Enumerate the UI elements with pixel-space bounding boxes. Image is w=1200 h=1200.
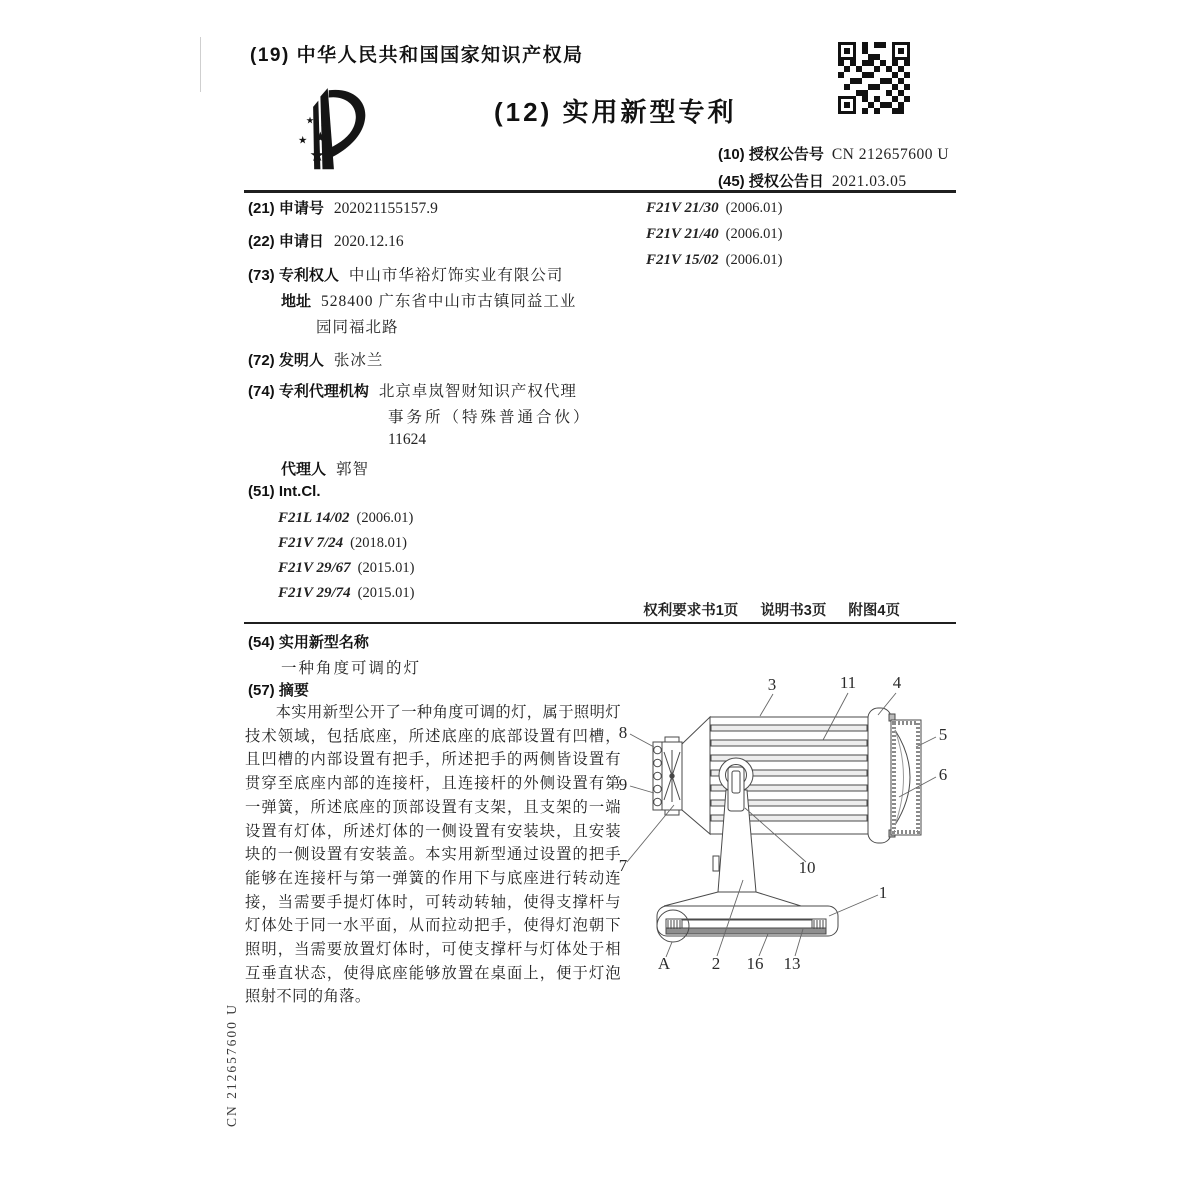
lamp-drawing	[653, 708, 921, 942]
ipc-version: (2006.01)	[725, 200, 783, 216]
callout-7: 7	[618, 856, 628, 875]
intcl-right-item	[646, 225, 782, 243]
app-date-label: (22) 申请日	[248, 233, 324, 250]
svg-text:★: ★	[298, 135, 308, 147]
ipc-version: (2018.01)	[350, 535, 407, 551]
svg-text:★: ★	[309, 144, 326, 165]
drawings-pages: 附图4页	[848, 603, 900, 619]
ipc-version: (2006.01)	[725, 252, 783, 268]
title-label: (54) 实用新型名称	[248, 634, 369, 651]
ipc-version: (2015.01)	[357, 585, 415, 601]
qr-modules	[838, 42, 910, 114]
ipc-version: (2015.01)	[357, 560, 415, 576]
patent-title: 一种角度可调的灯	[281, 660, 422, 677]
header-divider	[244, 190, 956, 193]
address-line1: 528400 广东省中山市古镇同益工业	[321, 293, 577, 310]
callout-A: A	[657, 954, 671, 973]
application-date-row	[248, 230, 404, 251]
patentee-row	[248, 263, 563, 285]
callout-13: 13	[783, 954, 801, 973]
publication-number-row	[718, 143, 949, 164]
description-pages: 说明书3页	[760, 603, 827, 619]
intcl-right-item	[646, 251, 782, 269]
agency-line3: 11624	[388, 431, 427, 448]
agency-label: (74) 专利代理机构	[248, 383, 369, 400]
inventor-row	[248, 348, 383, 370]
callout-4: 4	[892, 673, 902, 692]
agency-line1: 北京卓岚智财知识产权代理	[378, 383, 577, 400]
intcl-left-item	[278, 559, 414, 577]
callout-9: 9	[618, 775, 628, 794]
callout-2: 2	[711, 954, 721, 973]
address-line2: 园同福北路	[316, 319, 399, 336]
intcl-label: (51) Int.Cl.	[248, 483, 321, 500]
callout-8: 8	[618, 723, 628, 742]
scan-edge-artifact	[200, 37, 201, 92]
ipc-code: F21V 15/02	[646, 252, 719, 268]
app-no-value: 202021155157.9	[333, 200, 438, 217]
app-no-label: (21) 申请号	[248, 200, 324, 217]
sidebar-publication-code: CN 212657600 U	[224, 1002, 239, 1127]
ipc-code: F21V 7/24	[278, 535, 344, 551]
ipc-code: F21V 29/74	[278, 585, 351, 601]
address-label: 地址	[281, 293, 312, 310]
svg-text:★: ★	[320, 122, 329, 133]
agency-line2: 事务所（特殊普通合伙）	[388, 409, 592, 426]
callout-10: 10	[798, 858, 816, 877]
callout-1: 1	[878, 883, 888, 902]
patentee-label: (73) 专利权人	[248, 267, 339, 284]
callout-3: 3	[767, 675, 777, 694]
ipc-code: F21V 29/67	[278, 560, 351, 576]
pub-no-label: (10) 授权公告号	[718, 146, 824, 163]
abstract-label: (57) 摘要	[248, 682, 309, 699]
doc-type-title: (12) 实用新型专利	[494, 97, 737, 127]
intcl-right-item	[646, 199, 782, 217]
ipc-version: (2006.01)	[725, 226, 783, 242]
office-name: (19) 中华人民共和国国家知识产权局	[250, 45, 584, 66]
section-divider	[244, 622, 956, 624]
publication-date-row	[718, 170, 907, 191]
cnipa-logo	[278, 84, 394, 188]
ipc-code: F21V 21/40	[646, 226, 719, 242]
address-row	[281, 289, 576, 311]
patentee-value: 中山市华裕灯饰实业有限公司	[348, 267, 564, 284]
logo-shapes	[298, 88, 365, 169]
intcl-left-item	[278, 509, 413, 527]
agent-label: 代理人	[281, 461, 327, 478]
callout-5: 5	[938, 725, 948, 744]
abstract-text: 本实用新型公开了一种角度可调的灯，属于照明灯技术领域，包括底座，所述底座的底部设置有凹槽，且凹槽的内部设置有把手，所述把手的两侧皆设置有贯穿至底座内部的连接杆，且连接杆的外侧设置有第一弹簧，所述底座的顶部设置有支架，且支架的一端设置有灯体，所述灯体的一侧设置有安装块，且安装块的一侧设置有安装盖。本实用新型通过设置的把手能够在连接杆与第一弹簧的作用下与底座进行转动连接，当需要手提灯体时，可转动转轴，使得支撑杆与灯体处于同一水平面，从而拉动把手，使得灯泡朝下照明，当需要放置灯体时，可使支撑杆与灯体处于相互垂直状态，使得底座能够放置在桌面上，便于灯泡照射不同的角落。	[245, 704, 621, 1006]
callout-11: 11	[839, 673, 857, 692]
ipc-version: (2006.01)	[356, 510, 414, 526]
inventor-label: (72) 发明人	[248, 352, 324, 369]
pub-date-value: 2021.03.05	[831, 173, 907, 190]
svg-text:★: ★	[313, 130, 327, 147]
claims-pages: 权利要求书1页	[643, 603, 739, 619]
intcl-left-item	[278, 584, 414, 602]
pub-no-value: CN 212657600 U	[831, 146, 950, 163]
callout-6: 6	[938, 765, 948, 784]
agent-row	[281, 457, 369, 479]
patent-figure	[610, 668, 960, 988]
ipc-code: F21V 21/30	[646, 200, 719, 216]
intcl-left-item	[278, 534, 407, 552]
pub-date-label: (45) 授权公告日	[718, 173, 824, 190]
application-number-row	[248, 197, 438, 218]
page-counts	[560, 599, 900, 620]
inventor-value: 张冰兰	[333, 352, 384, 369]
ipc-code: F21L 14/02	[278, 510, 350, 526]
app-date-value: 2020.12.16	[333, 233, 404, 250]
svg-text:★: ★	[305, 116, 315, 127]
qr-code	[838, 42, 910, 114]
agency-row	[248, 379, 577, 401]
agent-value: 郭智	[336, 461, 370, 478]
callout-16: 16	[746, 954, 764, 973]
